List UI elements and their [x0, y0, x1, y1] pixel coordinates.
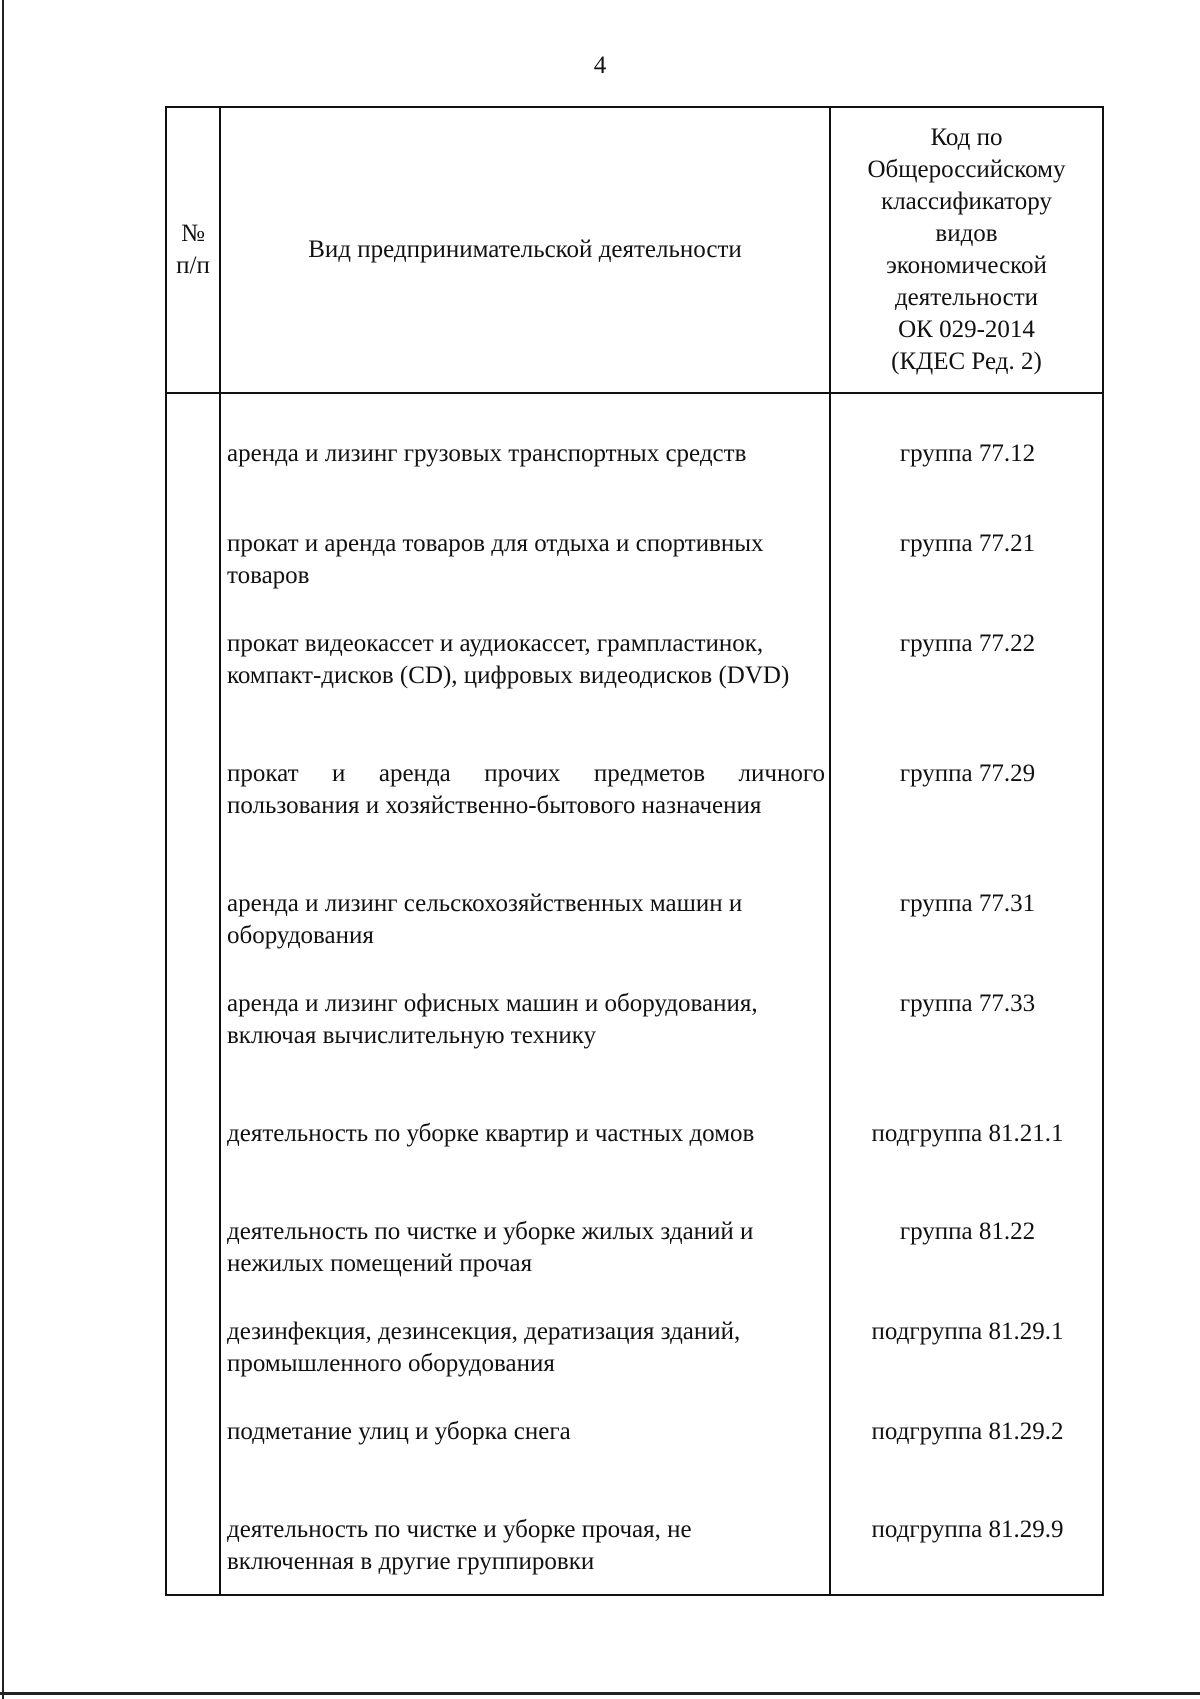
- code-cell: группа 77.22: [830, 592, 1103, 722]
- row-number-cell: [166, 393, 220, 492]
- code-cell: группа 77.21: [830, 492, 1103, 592]
- activity-cell: аренда и лизинг грузовых транспортных средств: [220, 393, 830, 492]
- header-code-line: ОК 029-2014: [898, 316, 1035, 343]
- activity-cell: деятельность по чистке и уборке жилых зданий и нежилых помещений прочая: [220, 1180, 830, 1280]
- row-number-cell: [166, 852, 220, 952]
- table-row: [166, 393, 1103, 492]
- activity-cell: дезинфекция, дезинсекция, дератизация зданий, промышленного оборудования: [220, 1280, 830, 1380]
- code-cell: группа 77.33: [830, 952, 1103, 1082]
- activity-cell: прокат и аренда прочих предметов личного пользования и хозяйственно-бытового назначения: [220, 722, 830, 852]
- activity-cell: деятельность по уборке квартир и частных домов: [220, 1082, 830, 1180]
- header-activity: Вид предпринимательской деятельности: [220, 107, 830, 393]
- page-bottom-edge: [0, 1692, 1200, 1695]
- row-number-cell: [166, 1380, 220, 1478]
- header-code-line: Общероссийскому: [867, 156, 1066, 183]
- header-number: [166, 107, 220, 393]
- row-number-cell: [166, 722, 220, 852]
- table-row: [166, 952, 1103, 1082]
- table-row: [166, 852, 1103, 952]
- table-row: [166, 722, 1103, 852]
- activity-code-table: [165, 106, 1104, 1596]
- header-number-sign: №: [181, 220, 205, 247]
- table-row: [166, 1380, 1103, 1478]
- code-cell: подгруппа 81.29.1: [830, 1280, 1103, 1380]
- code-cell: подгруппа 81.21.1: [830, 1082, 1103, 1180]
- row-number-cell: [166, 592, 220, 722]
- code-cell: подгруппа 81.29.9: [830, 1478, 1103, 1595]
- table-row: [166, 1082, 1103, 1180]
- code-cell: группа 77.12: [830, 393, 1103, 492]
- header-code-line: Код по: [930, 124, 1003, 151]
- header-code-line: деятельности: [894, 284, 1039, 311]
- table-row: [166, 592, 1103, 722]
- code-cell: группа 77.29: [830, 722, 1103, 852]
- code-cell: группа 81.22: [830, 1180, 1103, 1280]
- activity-cell: аренда и лизинг сельскохозяйственных машин и оборудования: [220, 852, 830, 952]
- row-number-cell: [166, 1478, 220, 1595]
- table-row: [166, 1180, 1103, 1280]
- activity-cell: прокат и аренда товаров для отдыха и спортивных товаров: [220, 492, 830, 592]
- activity-cell: подметание улиц и уборка снега: [220, 1380, 830, 1478]
- row-number-cell: [166, 1280, 220, 1380]
- header-code-line: экономической: [886, 252, 1047, 279]
- row-number-cell: [166, 492, 220, 592]
- header-number-pp: п/п: [176, 252, 210, 279]
- activity-cell: аренда и лизинг офисных машин и оборудования, включая вычислительную технику: [220, 952, 830, 1082]
- header-code: [830, 107, 1103, 393]
- code-cell: группа 77.31: [830, 852, 1103, 952]
- table-row: [166, 1280, 1103, 1380]
- table-header-row: [166, 107, 1103, 393]
- header-code-line: видов: [935, 220, 998, 247]
- table-row: [166, 492, 1103, 592]
- activity-cell: деятельность по чистке и уборке прочая, не включенная в другие группировки: [220, 1478, 830, 1595]
- row-number-cell: [166, 952, 220, 1082]
- code-cell: подгруппа 81.29.2: [830, 1380, 1103, 1478]
- page-left-edge: [2, 0, 4, 1699]
- row-number-cell: [166, 1082, 220, 1180]
- header-code-line: классификатору: [881, 188, 1052, 215]
- activity-cell: прокат видеокассет и аудиокассет, грампластинок, компакт-дисков (CD), цифровых видеодисков (DVD): [220, 592, 830, 722]
- header-code-line: (КДЕС Ред. 2): [891, 348, 1042, 375]
- page-number: 4: [593, 52, 607, 79]
- row-number-cell: [166, 1180, 220, 1280]
- table-row: [166, 1478, 1103, 1595]
